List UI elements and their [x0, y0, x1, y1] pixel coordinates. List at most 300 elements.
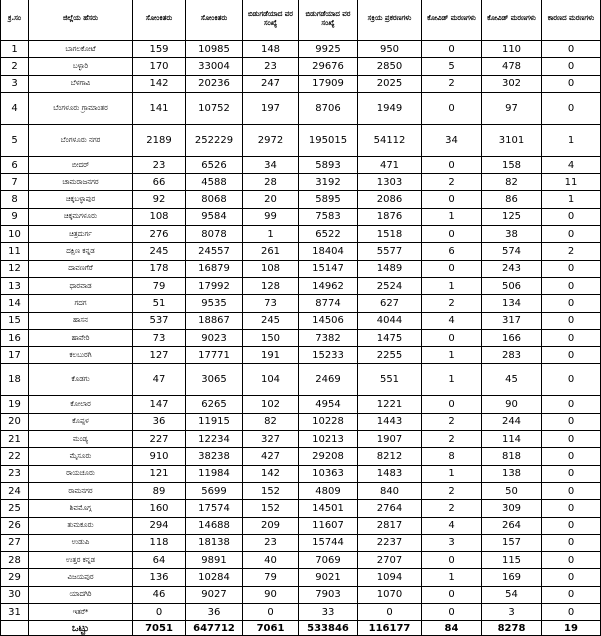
col-e-cell: 2850 [358, 58, 422, 75]
col-b-cell: 18867 [186, 312, 243, 329]
col-d-cell: 10213 [299, 431, 358, 448]
serial-cell: 6 [1, 156, 29, 173]
serial-cell: 10 [1, 226, 29, 243]
table-row [1, 465, 601, 482]
col-f-cell: 1 [422, 569, 482, 586]
col-d-cell: 5893 [299, 156, 358, 173]
col-e-cell: 1475 [358, 329, 422, 346]
header-col-d: ಬಿಡುಗಡೆಯಾದ ವರ ಸಂಖ್ಯೆ [299, 0, 358, 41]
col-a-cell: 141 [133, 92, 186, 124]
col-b-cell: 17992 [186, 277, 243, 294]
col-c-cell: 2972 [243, 124, 299, 156]
district-cell: ಶಿವಮೊಗ್ಗ [29, 500, 133, 517]
col-h-cell: 2 [542, 243, 601, 260]
col-d-cell: 7069 [299, 552, 358, 569]
col-h-cell: 0 [542, 604, 601, 621]
header-col-c: ಬಿಡುಗಡೆಯಾದ ವರ ಸಂಖ್ಯೆ [243, 0, 299, 41]
col-f-cell: 1 [422, 208, 482, 225]
district-cell: ಇತರೆ* [29, 604, 133, 621]
col-a-cell: 127 [133, 347, 186, 364]
district-cell: ಬೀದರ್ [29, 156, 133, 173]
col-h-cell: 0 [542, 92, 601, 124]
col-f-cell: 0 [422, 260, 482, 277]
col-f-cell: 0 [422, 41, 482, 58]
table-row [1, 347, 601, 364]
header-col-h: ಕಾರಣದ ಮರಣಗಳು [542, 0, 601, 41]
col-a-cell: 2189 [133, 124, 186, 156]
col-e-cell: 1876 [358, 208, 422, 225]
col-g-cell: 3 [482, 604, 542, 621]
col-f-cell: 0 [422, 226, 482, 243]
col-e-cell: 2255 [358, 347, 422, 364]
serial-cell: 29 [1, 569, 29, 586]
table-row [1, 156, 601, 173]
col-g-cell: 478 [482, 58, 542, 75]
serial-cell: 30 [1, 586, 29, 603]
col-c-cell: 23 [243, 534, 299, 551]
district-cell: ಹಾವೇರಿ [29, 329, 133, 346]
col-c-cell: 209 [243, 517, 299, 534]
col-b-cell: 9584 [186, 208, 243, 225]
serial-cell: 19 [1, 396, 29, 413]
col-b-cell: 9027 [186, 586, 243, 603]
district-cell: ಕೊಪ್ಪಳ [29, 413, 133, 430]
col-a-cell: 79 [133, 277, 186, 294]
col-g-cell: 125 [482, 208, 542, 225]
col-h-cell: 0 [542, 75, 601, 92]
col-a-cell: 36 [133, 413, 186, 430]
serial-cell: 23 [1, 465, 29, 482]
col-b-cell: 9535 [186, 295, 243, 312]
col-d-cell: 11607 [299, 517, 358, 534]
col-a-cell: 46 [133, 586, 186, 603]
col-b-cell: 36 [186, 604, 243, 621]
serial-cell: 3 [1, 75, 29, 92]
col-d-cell: 9925 [299, 41, 358, 58]
table-row [1, 243, 601, 260]
col-b-cell: 6526 [186, 156, 243, 173]
col-g-cell: 574 [482, 243, 542, 260]
col-c-cell: 34 [243, 156, 299, 173]
col-e-cell: 2707 [358, 552, 422, 569]
col-b-cell: 8078 [186, 226, 243, 243]
col-c-cell: 90 [243, 586, 299, 603]
col-c-cell: 150 [243, 329, 299, 346]
district-cell: ವಿಜಯಪುರ [29, 569, 133, 586]
col-h-cell: 1 [542, 191, 601, 208]
col-h-cell: 0 [542, 500, 601, 517]
col-e-cell: 0 [358, 604, 422, 621]
district-cell: ಯಾದಗಿರಿ [29, 586, 133, 603]
col-f-cell: 0 [422, 552, 482, 569]
col-b-cell: 18138 [186, 534, 243, 551]
col-e-cell: 1518 [358, 226, 422, 243]
col-g-cell: 54 [482, 586, 542, 603]
col-d-cell: 7903 [299, 586, 358, 603]
col-h-cell: 0 [542, 312, 601, 329]
col-h-cell: 0 [542, 569, 601, 586]
col-f-cell: 0 [422, 396, 482, 413]
col-g-cell: 264 [482, 517, 542, 534]
col-c-cell: 23 [243, 58, 299, 75]
col-d-cell: 7382 [299, 329, 358, 346]
col-c-cell: 1 [243, 226, 299, 243]
district-cell: ಕಲಬುರಗಿ [29, 347, 133, 364]
serial-cell: 14 [1, 295, 29, 312]
col-d-cell: 7583 [299, 208, 358, 225]
col-g-cell: 157 [482, 534, 542, 551]
table-header-row [1, 0, 601, 41]
total-col-a-cell: 7051 [133, 621, 186, 636]
col-d-cell: 29676 [299, 58, 358, 75]
col-d-cell: 5895 [299, 191, 358, 208]
col-c-cell: 142 [243, 465, 299, 482]
table-row [1, 191, 601, 208]
col-e-cell: 840 [358, 482, 422, 499]
col-a-cell: 89 [133, 482, 186, 499]
col-g-cell: 38 [482, 226, 542, 243]
col-h-cell: 0 [542, 448, 601, 465]
col-e-cell: 2524 [358, 277, 422, 294]
col-a-cell: 160 [133, 500, 186, 517]
serial-cell: 18 [1, 364, 29, 396]
serial-cell: 16 [1, 329, 29, 346]
col-a-cell: 245 [133, 243, 186, 260]
district-cell: ಮಂಡ್ಯ [29, 431, 133, 448]
col-f-cell: 2 [422, 295, 482, 312]
total-row [1, 621, 601, 636]
serial-cell: 5 [1, 124, 29, 156]
col-f-cell: 0 [422, 604, 482, 621]
col-a-cell: 23 [133, 156, 186, 173]
table-row [1, 295, 601, 312]
col-d-cell: 4809 [299, 482, 358, 499]
col-c-cell: 197 [243, 92, 299, 124]
col-g-cell: 3101 [482, 124, 542, 156]
col-b-cell: 20236 [186, 75, 243, 92]
col-h-cell: 0 [542, 586, 601, 603]
col-c-cell: 20 [243, 191, 299, 208]
col-d-cell: 2469 [299, 364, 358, 396]
col-e-cell: 2086 [358, 191, 422, 208]
col-g-cell: 158 [482, 156, 542, 173]
serial-cell: 9 [1, 208, 29, 225]
col-a-cell: 142 [133, 75, 186, 92]
col-e-cell: 551 [358, 364, 422, 396]
col-d-cell: 15233 [299, 347, 358, 364]
total-col-e-cell: 116177 [358, 621, 422, 636]
col-d-cell: 15147 [299, 260, 358, 277]
col-b-cell: 11984 [186, 465, 243, 482]
col-h-cell: 0 [542, 347, 601, 364]
serial-cell: 21 [1, 431, 29, 448]
district-cell: ಹಾಸನ [29, 312, 133, 329]
district-cell: ಉಡುಪಿ [29, 534, 133, 551]
serial-cell: 13 [1, 277, 29, 294]
col-b-cell: 10985 [186, 41, 243, 58]
col-a-cell: 537 [133, 312, 186, 329]
serial-cell: 22 [1, 448, 29, 465]
col-b-cell: 17574 [186, 500, 243, 517]
district-cell: ರಾಯಚೂರು [29, 465, 133, 482]
table-row [1, 396, 601, 413]
table-row [1, 364, 601, 396]
col-f-cell: 5 [422, 58, 482, 75]
table-row [1, 431, 601, 448]
table-row [1, 312, 601, 329]
serial-cell: 25 [1, 500, 29, 517]
col-a-cell: 47 [133, 364, 186, 396]
col-f-cell: 0 [422, 586, 482, 603]
table-row [1, 482, 601, 499]
col-h-cell: 0 [542, 295, 601, 312]
col-g-cell: 134 [482, 295, 542, 312]
col-b-cell: 5699 [186, 482, 243, 499]
col-e-cell: 1949 [358, 92, 422, 124]
total-col-d-cell: 533846 [299, 621, 358, 636]
table-row [1, 552, 601, 569]
serial-cell: 2 [1, 58, 29, 75]
col-f-cell: 1 [422, 465, 482, 482]
col-a-cell: 159 [133, 41, 186, 58]
col-g-cell: 82 [482, 174, 542, 191]
total-serial-cell [1, 621, 29, 636]
col-h-cell: 1 [542, 124, 601, 156]
district-cell: ರಾಮನಗರ [29, 482, 133, 499]
district-cell: ಧಾರವಾಡ [29, 277, 133, 294]
col-a-cell: 92 [133, 191, 186, 208]
table-row [1, 329, 601, 346]
district-cell: ಕೋಲಾರ [29, 396, 133, 413]
table-row [1, 413, 601, 430]
col-e-cell: 54112 [358, 124, 422, 156]
col-g-cell: 115 [482, 552, 542, 569]
district-cell: ಬಾಗಲಕೋಟೆ [29, 41, 133, 58]
col-c-cell: 79 [243, 569, 299, 586]
district-cell: ಬೆಂಗಳೂರು ನಗರ [29, 124, 133, 156]
serial-cell: 31 [1, 604, 29, 621]
col-a-cell: 51 [133, 295, 186, 312]
serial-cell: 12 [1, 260, 29, 277]
table-body [1, 41, 601, 636]
col-e-cell: 950 [358, 41, 422, 58]
col-h-cell: 0 [542, 552, 601, 569]
col-f-cell: 2 [422, 500, 482, 517]
col-g-cell: 86 [482, 191, 542, 208]
header-col-e: ಸಕ್ರಿಯ ಪ್ರಕರಣಗಳು [358, 0, 422, 41]
col-b-cell: 4588 [186, 174, 243, 191]
col-b-cell: 11915 [186, 413, 243, 430]
serial-cell: 26 [1, 517, 29, 534]
district-cell: ಚಿಕ್ಕಬಳ್ಳಾಪುರ [29, 191, 133, 208]
table-row [1, 517, 601, 534]
col-g-cell: 169 [482, 569, 542, 586]
header-serial: ಕ್ರ.ಸಂ [1, 0, 29, 41]
district-cell: ದಾವಣಗೆರೆ [29, 260, 133, 277]
serial-cell: 4 [1, 92, 29, 124]
col-e-cell: 1443 [358, 413, 422, 430]
serial-cell: 24 [1, 482, 29, 499]
col-a-cell: 73 [133, 329, 186, 346]
table-row [1, 277, 601, 294]
serial-cell: 8 [1, 191, 29, 208]
col-e-cell: 471 [358, 156, 422, 173]
col-h-cell: 0 [542, 396, 601, 413]
col-c-cell: 152 [243, 500, 299, 517]
col-f-cell: 0 [422, 329, 482, 346]
col-g-cell: 506 [482, 277, 542, 294]
total-col-f-cell: 84 [422, 621, 482, 636]
col-c-cell: 40 [243, 552, 299, 569]
col-a-cell: 276 [133, 226, 186, 243]
serial-cell: 17 [1, 347, 29, 364]
total-col-h-cell: 19 [542, 621, 601, 636]
col-f-cell: 1 [422, 364, 482, 396]
col-f-cell: 34 [422, 124, 482, 156]
col-c-cell: 99 [243, 208, 299, 225]
col-h-cell: 0 [542, 431, 601, 448]
col-g-cell: 97 [482, 92, 542, 124]
col-g-cell: 110 [482, 41, 542, 58]
col-d-cell: 17909 [299, 75, 358, 92]
col-g-cell: 317 [482, 312, 542, 329]
col-a-cell: 0 [133, 604, 186, 621]
col-g-cell: 818 [482, 448, 542, 465]
col-h-cell: 0 [542, 41, 601, 58]
total-col-b-cell: 647712 [186, 621, 243, 636]
col-f-cell: 2 [422, 413, 482, 430]
col-f-cell: 8 [422, 448, 482, 465]
col-d-cell: 10363 [299, 465, 358, 482]
serial-cell: 20 [1, 413, 29, 430]
table-row [1, 534, 601, 551]
col-d-cell: 195015 [299, 124, 358, 156]
district-cell: ಚಾಮರಾಜನಗರ [29, 174, 133, 191]
col-a-cell: 294 [133, 517, 186, 534]
col-f-cell: 2 [422, 174, 482, 191]
col-h-cell: 0 [542, 534, 601, 551]
col-b-cell: 8068 [186, 191, 243, 208]
col-c-cell: 247 [243, 75, 299, 92]
col-h-cell: 11 [542, 174, 601, 191]
table-row [1, 226, 601, 243]
col-e-cell: 1907 [358, 431, 422, 448]
col-f-cell: 0 [422, 92, 482, 124]
col-d-cell: 8706 [299, 92, 358, 124]
total-district-cell: ಒಟ್ಟು [29, 621, 133, 636]
col-h-cell: 0 [542, 226, 601, 243]
col-c-cell: 245 [243, 312, 299, 329]
col-c-cell: 82 [243, 413, 299, 430]
col-g-cell: 45 [482, 364, 542, 396]
table-row [1, 75, 601, 92]
col-b-cell: 14688 [186, 517, 243, 534]
col-b-cell: 12234 [186, 431, 243, 448]
table-row [1, 260, 601, 277]
col-c-cell: 104 [243, 364, 299, 396]
col-d-cell: 14962 [299, 277, 358, 294]
col-a-cell: 118 [133, 534, 186, 551]
col-c-cell: 73 [243, 295, 299, 312]
col-g-cell: 50 [482, 482, 542, 499]
col-h-cell: 0 [542, 58, 601, 75]
col-h-cell: 0 [542, 208, 601, 225]
header-col-b: ಸೋಂಕಿತರು [186, 0, 243, 41]
col-c-cell: 28 [243, 174, 299, 191]
col-f-cell: 0 [422, 191, 482, 208]
district-cell: ಚಿಕ್ಕಮಗಳೂರು [29, 208, 133, 225]
col-d-cell: 6522 [299, 226, 358, 243]
col-f-cell: 1 [422, 347, 482, 364]
col-e-cell: 8212 [358, 448, 422, 465]
col-a-cell: 136 [133, 569, 186, 586]
col-d-cell: 4954 [299, 396, 358, 413]
col-g-cell: 309 [482, 500, 542, 517]
district-cell: ಕೊಡಗು [29, 364, 133, 396]
col-c-cell: 102 [243, 396, 299, 413]
col-h-cell: 4 [542, 156, 601, 173]
col-h-cell: 0 [542, 465, 601, 482]
col-c-cell: 128 [243, 277, 299, 294]
col-a-cell: 910 [133, 448, 186, 465]
col-g-cell: 244 [482, 413, 542, 430]
col-e-cell: 4044 [358, 312, 422, 329]
header-col-g: ಕೋವಿಡ್ ಮರಣಗಳು [482, 0, 542, 41]
col-c-cell: 261 [243, 243, 299, 260]
col-g-cell: 138 [482, 465, 542, 482]
col-f-cell: 6 [422, 243, 482, 260]
col-a-cell: 64 [133, 552, 186, 569]
table-row [1, 569, 601, 586]
col-g-cell: 302 [482, 75, 542, 92]
col-b-cell: 3065 [186, 364, 243, 396]
col-g-cell: 114 [482, 431, 542, 448]
col-f-cell: 2 [422, 482, 482, 499]
table-row [1, 448, 601, 465]
col-e-cell: 2764 [358, 500, 422, 517]
col-g-cell: 90 [482, 396, 542, 413]
col-a-cell: 147 [133, 396, 186, 413]
table-row [1, 174, 601, 191]
col-e-cell: 2817 [358, 517, 422, 534]
col-d-cell: 10228 [299, 413, 358, 430]
col-c-cell: 327 [243, 431, 299, 448]
col-f-cell: 1 [422, 277, 482, 294]
col-e-cell: 1094 [358, 569, 422, 586]
serial-cell: 11 [1, 243, 29, 260]
col-b-cell: 10752 [186, 92, 243, 124]
col-f-cell: 4 [422, 517, 482, 534]
col-e-cell: 1221 [358, 396, 422, 413]
table-row [1, 604, 601, 621]
col-d-cell: 14501 [299, 500, 358, 517]
table-row [1, 92, 601, 124]
table-row [1, 586, 601, 603]
col-b-cell: 6265 [186, 396, 243, 413]
col-c-cell: 148 [243, 41, 299, 58]
col-b-cell: 10284 [186, 569, 243, 586]
col-b-cell: 16879 [186, 260, 243, 277]
serial-cell: 7 [1, 174, 29, 191]
col-c-cell: 191 [243, 347, 299, 364]
col-b-cell: 38238 [186, 448, 243, 465]
total-col-c-cell: 7061 [243, 621, 299, 636]
col-e-cell: 1303 [358, 174, 422, 191]
col-g-cell: 243 [482, 260, 542, 277]
col-c-cell: 108 [243, 260, 299, 277]
serial-cell: 15 [1, 312, 29, 329]
table-row [1, 124, 601, 156]
